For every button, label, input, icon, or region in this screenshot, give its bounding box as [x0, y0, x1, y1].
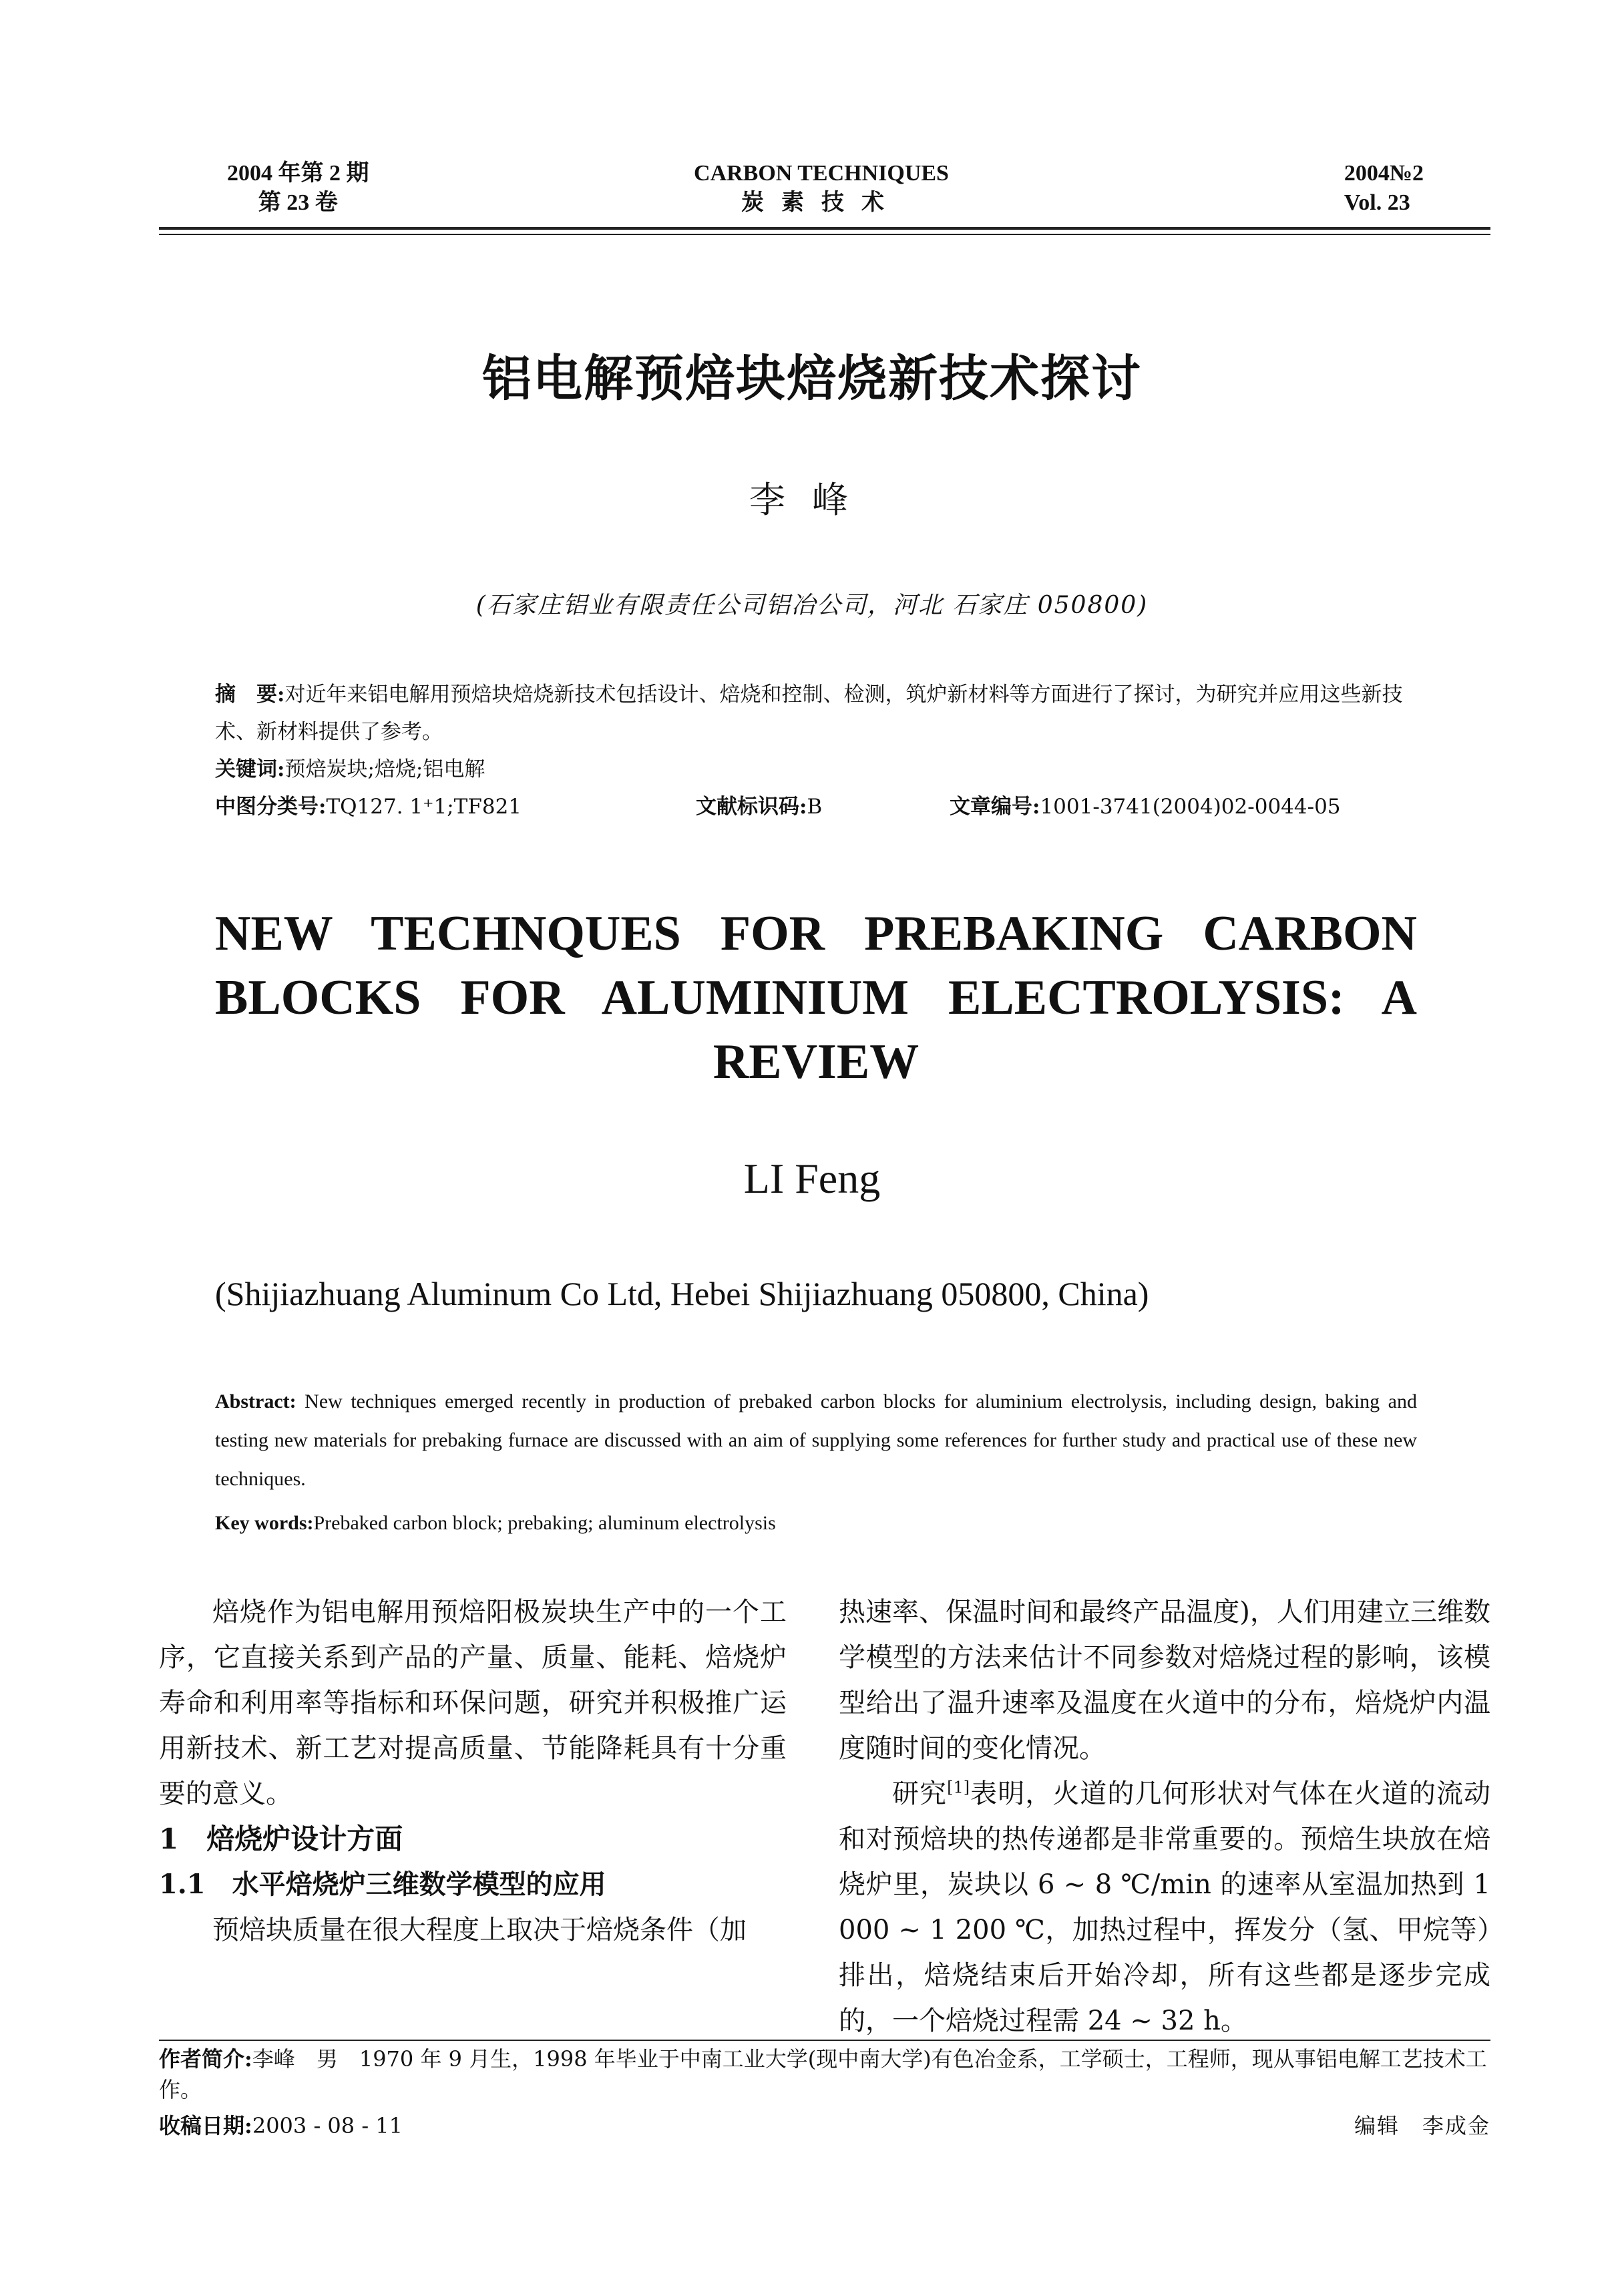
body-paragraph: 焙烧作为铝电解用预焙阳极炭块生产中的一个工序，它直接关系到产品的产量、质量、能耗、焙烧炉寿命和利用率等指标和环保问题，研究并积极推广运用新技术、新工艺对提高质量、节能降耗具有十分重要的意义。 — [159, 1597, 787, 1809]
en-keywords-label: Key words: — [215, 1512, 314, 1534]
cn-article-no-text: 1001-3741(2004)02-0044-05 — [1040, 795, 1341, 819]
cn-abstract-text: 对近年来铝电解用预焙块焙烧新技术包括设计、焙烧和控制、检测，筑炉新材料等方面进行了探讨，为研究并应用这些新技术、新材料提供了参考。 — [215, 683, 1403, 744]
header-rule-thin — [159, 234, 1490, 235]
footnote-rule — [159, 2040, 1490, 2041]
cn-keywords-text: 预焙炭块;焙烧;铝电解 — [284, 757, 485, 781]
header-journal-en: CARBON TECHNIQUES — [694, 161, 949, 186]
en-author: LI Feng — [743, 1155, 881, 1202]
body-text: 研究 — [892, 1778, 948, 1809]
body-paragraph: 预焙块质量在很大程度上取决于焙烧条件（加 — [212, 1915, 747, 1945]
cn-abstract-label: 摘 要: — [215, 683, 285, 707]
en-affiliation: (Shijiazhuang Aluminum Co Ltd, Hebei Shijiazhuang 050800, China) — [215, 1275, 1149, 1312]
body-text: 表明，火道的几何形状对气体在火道的流动和对预焙块的热传递都是非常重要的。预焙生块放在焙烧炉里，炭块以 6 ~ 8 ℃/min 的速率从室温加热到 1 000 ~ 1 200 ℃，加热过程中，挥发分（氢、甲烷等）排出，焙烧结束后开始冷却，所有这些都是逐步完成的，一个焙烧过程需 24 ~ 32 h。 — [839, 1778, 1491, 2036]
section-heading: 1 焙烧炉设计方面 — [159, 1823, 403, 1855]
en-keywords-text: Prebaked carbon block; prebaking; aluminum electrolysis — [313, 1512, 776, 1534]
body-left-column — [159, 1589, 787, 1953]
header-rule — [159, 227, 1490, 230]
footnote-received — [159, 2110, 1490, 2141]
cn-clc — [215, 788, 522, 825]
cn-article-no-label: 文章编号: — [950, 795, 1040, 819]
header-issue-year: 2004 年第 2 期 — [227, 161, 369, 186]
footnote-editor: 编辑 李成金 — [1354, 2113, 1490, 2138]
header-journal-cn: 炭素技术 — [741, 190, 901, 215]
en-title — [215, 902, 1417, 1094]
footnote-author-bio — [159, 2044, 1490, 2105]
body-paragraph: 热速率、保温时间和最终产品温度)，人们用建立三维数学模型的方法来估计不同参数对焙烧过程的影响，该模型给出了温升速率及温度在火道中的分布，焙烧炉内温度随时间的变化情况。 — [839, 1597, 1490, 1764]
cn-title: 铝电解预焙块焙烧新技术探讨 — [482, 350, 1142, 407]
cn-clc-label: 中图分类号: — [215, 795, 327, 819]
footnote-author-text: 李峰 男 1970 年 9 月生，1998 年毕业于中南工业大学(现中南大学)有色冶金系，工学硕士，工程师，现从事铝电解工艺技术工作。 — [159, 2046, 1487, 2102]
cn-affiliation: (石家庄铝业有限责任公司铝冶公司，河北 石家庄 050800) — [475, 592, 1149, 619]
footnote-received-text: 2003 - 08 - 11 — [252, 2113, 403, 2138]
subsection-heading: 1.1 水平焙烧炉三维数学模型的应用 — [159, 1869, 606, 1900]
footnote-received-label: 收稿日期: — [159, 2113, 252, 2138]
en-title-line2: BLOCKS FOR ALUMINIUM ELECTROLYSIS: A — [215, 970, 1417, 1025]
body-right-column — [839, 1589, 1490, 2044]
en-title-line1: NEW TECHNQUES FOR PREBAKING CARBON — [215, 906, 1417, 961]
header-journal-name — [654, 159, 988, 218]
cn-doc-code — [696, 788, 822, 825]
en-title-line3: REVIEW — [713, 1034, 920, 1089]
en-abstract — [215, 1382, 1417, 1499]
cn-author: 李峰 — [749, 479, 875, 521]
header-issue-info-en — [1344, 159, 1424, 218]
en-abstract-text: New techniques emerged recently in production of prebaked carbon blocks for aluminium electrolysis, including design, baking and testing new materials for prebaking furnace are discussed with an aim of supplying some references for further study and practical use of these new techniques. — [215, 1390, 1417, 1490]
en-abstract-label: Abstract: — [215, 1390, 296, 1412]
cn-keywords — [215, 751, 1417, 788]
body-paragraph — [839, 1771, 1490, 2044]
citation-ref[interactable]: [1] — [947, 1778, 970, 1797]
en-keywords — [215, 1504, 1417, 1543]
header-volume-en: Vol. 23 — [1344, 190, 1410, 215]
footnote-author-label: 作者简介: — [159, 2046, 252, 2072]
cn-doc-code-label: 文献标识码: — [696, 795, 807, 819]
header-issue-info — [227, 159, 369, 218]
header-volume: 第 23 卷 — [258, 190, 338, 215]
cn-abstract — [215, 676, 1417, 751]
header-issue-number: 2004№2 — [1344, 161, 1424, 186]
cn-article-no — [950, 788, 1341, 825]
cn-keywords-label: 关键词: — [215, 757, 285, 781]
cn-clc-text: TQ127. 1⁺1;TF821 — [326, 795, 522, 819]
cn-doc-code-text: B — [807, 795, 823, 819]
